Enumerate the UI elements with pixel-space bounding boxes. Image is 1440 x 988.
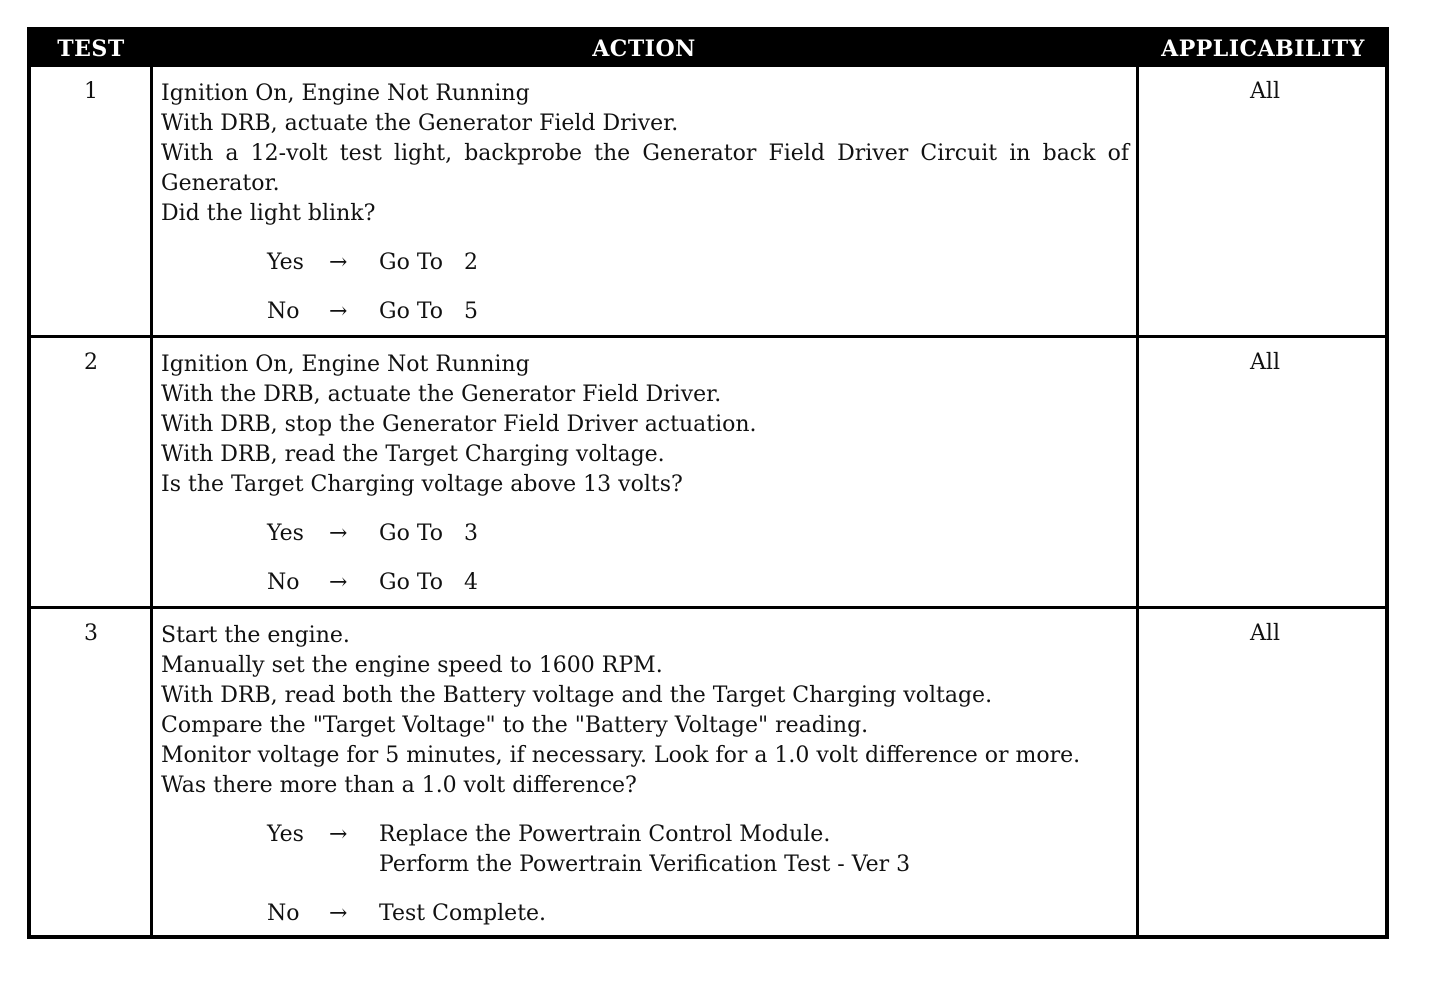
no-result: Test Complete.	[379, 901, 547, 926]
action-line: With DRB, stop the Generator Field Driver actuation.	[161, 412, 757, 437]
no-label: No	[267, 570, 300, 595]
action-cell	[161, 79, 1129, 327]
table-row	[31, 609, 1385, 935]
test-number: 2	[84, 350, 98, 375]
action-line: Ignition On, Engine Not Running	[161, 352, 530, 377]
action-line: Ignition On, Engine Not Running	[161, 81, 530, 106]
test-number: 3	[84, 621, 98, 646]
table-row	[31, 338, 1385, 606]
applicability-cell: All	[1250, 350, 1280, 375]
action-line: With the DRB, actuate the Generator Field Driver.	[161, 382, 722, 407]
no-label: No	[267, 299, 300, 324]
action-line: Did the light blink?	[161, 201, 376, 226]
action-line: Manually set the engine speed to 1600 RPM.	[161, 653, 663, 678]
no-branch	[161, 297, 1129, 327]
arrow-icon: →	[329, 521, 348, 546]
applicability-cell: All	[1250, 621, 1280, 646]
action-line: Monitor voltage for 5 minutes, if necessary. Look for a 1.0 volt difference or more.	[161, 743, 1081, 768]
yes-label: Yes	[267, 521, 304, 546]
action-line: Generator.	[161, 171, 280, 196]
action-line: With DRB, read the Target Charging voltage.	[161, 442, 665, 467]
yes-result: Replace the Powertrain Control Module.	[379, 822, 831, 847]
yes-result-2: Perform the Powertrain Verification Test - Ver 3	[379, 852, 911, 877]
action-line: Is the Target Charging voltage above 13 volts?	[161, 472, 683, 497]
diagnostic-table	[27, 27, 1389, 939]
action-line: Was there more than a 1.0 volt difference?	[161, 773, 637, 798]
no-branch	[161, 899, 1129, 929]
yes-label: Yes	[267, 250, 304, 275]
table-row	[31, 67, 1385, 335]
yes-branch	[161, 820, 1129, 880]
action-line: With DRB, actuate the Generator Field Driver.	[161, 111, 679, 136]
header-action: ACTION	[592, 36, 696, 62]
action-cell	[161, 621, 1129, 929]
arrow-icon: →	[329, 570, 348, 595]
yes-result: Go To 3	[379, 521, 478, 546]
yes-branch	[161, 519, 1129, 549]
no-result: Go To 4	[379, 570, 478, 595]
header-applicability: APPLICABILITY	[1161, 36, 1365, 62]
action-line: Compare the "Target Voltage" to the "Battery Voltage" reading.	[161, 713, 869, 738]
no-branch	[161, 568, 1129, 598]
no-label: No	[267, 901, 300, 926]
action-line: With a 12-volt test light, backprobe the Generator Field Driver Circuit in back of	[161, 141, 1129, 166]
arrow-icon: →	[329, 250, 348, 275]
yes-result: Go To 2	[379, 250, 478, 275]
action-line: With DRB, read both the Battery voltage and the Target Charging voltage.	[161, 683, 993, 708]
test-number: 1	[84, 79, 98, 104]
table-header	[31, 31, 1385, 67]
arrow-icon: →	[329, 822, 348, 847]
arrow-icon: →	[329, 901, 348, 926]
arrow-icon: →	[329, 299, 348, 324]
no-result: Go To 5	[379, 299, 478, 324]
applicability-cell: All	[1250, 79, 1280, 104]
action-cell	[161, 350, 1129, 598]
yes-branch	[161, 248, 1129, 278]
action-line: Start the engine.	[161, 623, 350, 648]
yes-label: Yes	[267, 822, 304, 847]
header-test: TEST	[57, 36, 125, 62]
